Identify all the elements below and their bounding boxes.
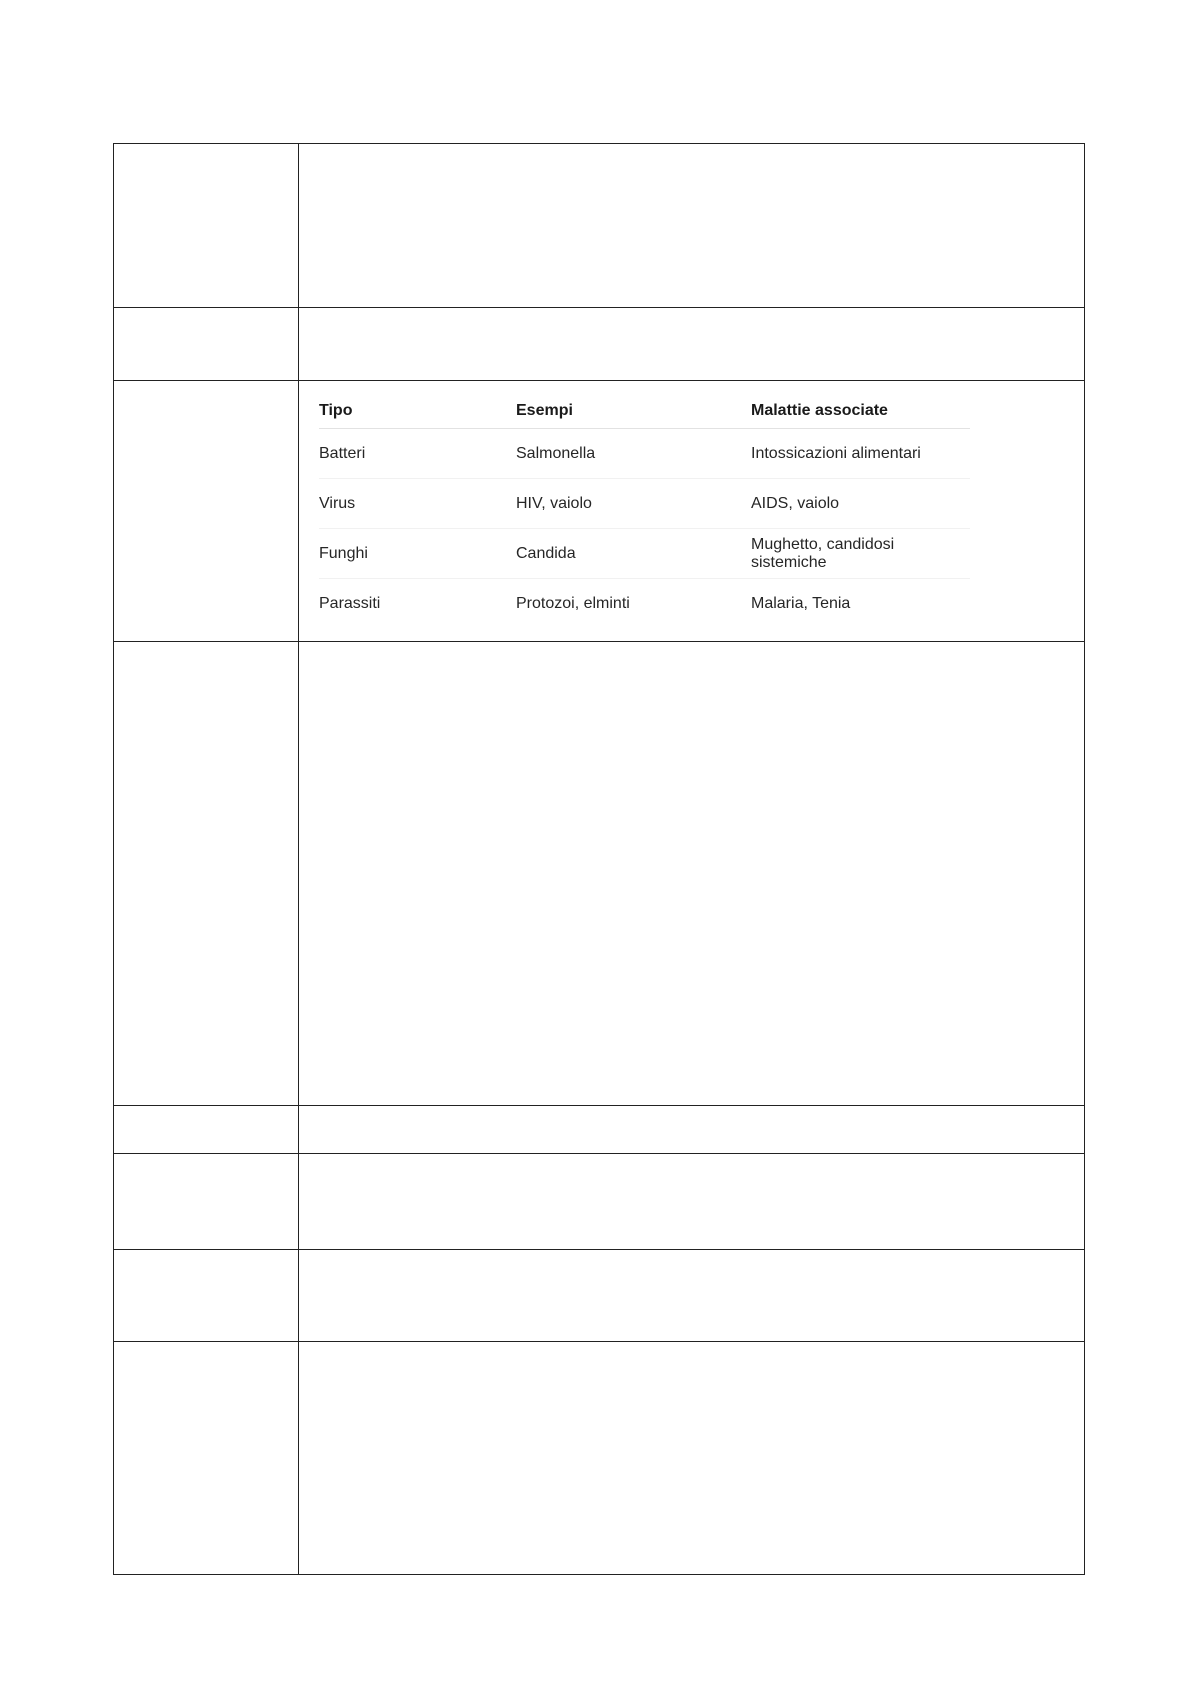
header-esempi: Esempi <box>516 401 751 429</box>
table-row <box>319 529 970 579</box>
table-row <box>319 429 970 479</box>
cell-esempi: Protozoi, elminti <box>516 594 630 612</box>
grid-content-cell <box>299 308 1085 381</box>
cell-esempi: Candida <box>516 529 751 579</box>
cell-esempi: Salmonella <box>516 429 751 479</box>
grid-label-cell <box>114 381 299 642</box>
cell-esempi: HIV, vaiolo <box>516 479 751 529</box>
grid-label-cell <box>114 1154 299 1250</box>
cell-malattie: Intossicazioni alimentari <box>751 429 970 479</box>
grid-content-cell <box>299 1250 1085 1342</box>
grid-label-cell <box>114 1342 299 1575</box>
grid-row <box>114 1154 1085 1250</box>
grid-label-cell <box>114 1250 299 1342</box>
grid-row <box>114 1342 1085 1575</box>
cell-tipo: Batteri <box>319 429 516 479</box>
pathogen-table-header-row <box>319 401 970 429</box>
pathogen-table-wrap <box>299 381 1084 628</box>
grid-content-cell <box>299 381 1085 642</box>
cell-malattie: Malaria, Tenia <box>751 594 851 612</box>
cell-malattie: AIDS, vaiolo <box>751 479 970 529</box>
grid-row <box>114 308 1085 381</box>
grid-row <box>114 144 1085 308</box>
pathogen-table <box>319 401 970 628</box>
grid-content-cell <box>299 1154 1085 1250</box>
document-grid-table <box>113 143 1085 1575</box>
cell-tipo: Funghi <box>319 529 516 579</box>
grid-label-cell <box>114 144 299 308</box>
grid-row <box>114 1106 1085 1154</box>
grid-content-cell <box>299 144 1085 308</box>
cell-malattie: Mughetto, candidosi sistemiche <box>751 529 970 579</box>
grid-row <box>114 642 1085 1106</box>
table-row <box>319 579 970 629</box>
grid-content-cell <box>299 642 1085 1106</box>
grid-label-cell <box>114 642 299 1106</box>
grid-content-cell <box>299 1342 1085 1575</box>
grid-content-cell <box>299 1106 1085 1154</box>
grid-label-cell <box>114 308 299 381</box>
grid-row <box>114 1250 1085 1342</box>
cell-tipo: Virus <box>319 479 516 529</box>
header-tipo: Tipo <box>319 401 516 429</box>
header-malattie-associate: Malattie associate <box>751 401 970 429</box>
grid-label-cell <box>114 1106 299 1154</box>
grid-row <box>114 381 1085 642</box>
cell-tipo: Parassiti <box>319 594 381 612</box>
table-row <box>319 479 970 529</box>
